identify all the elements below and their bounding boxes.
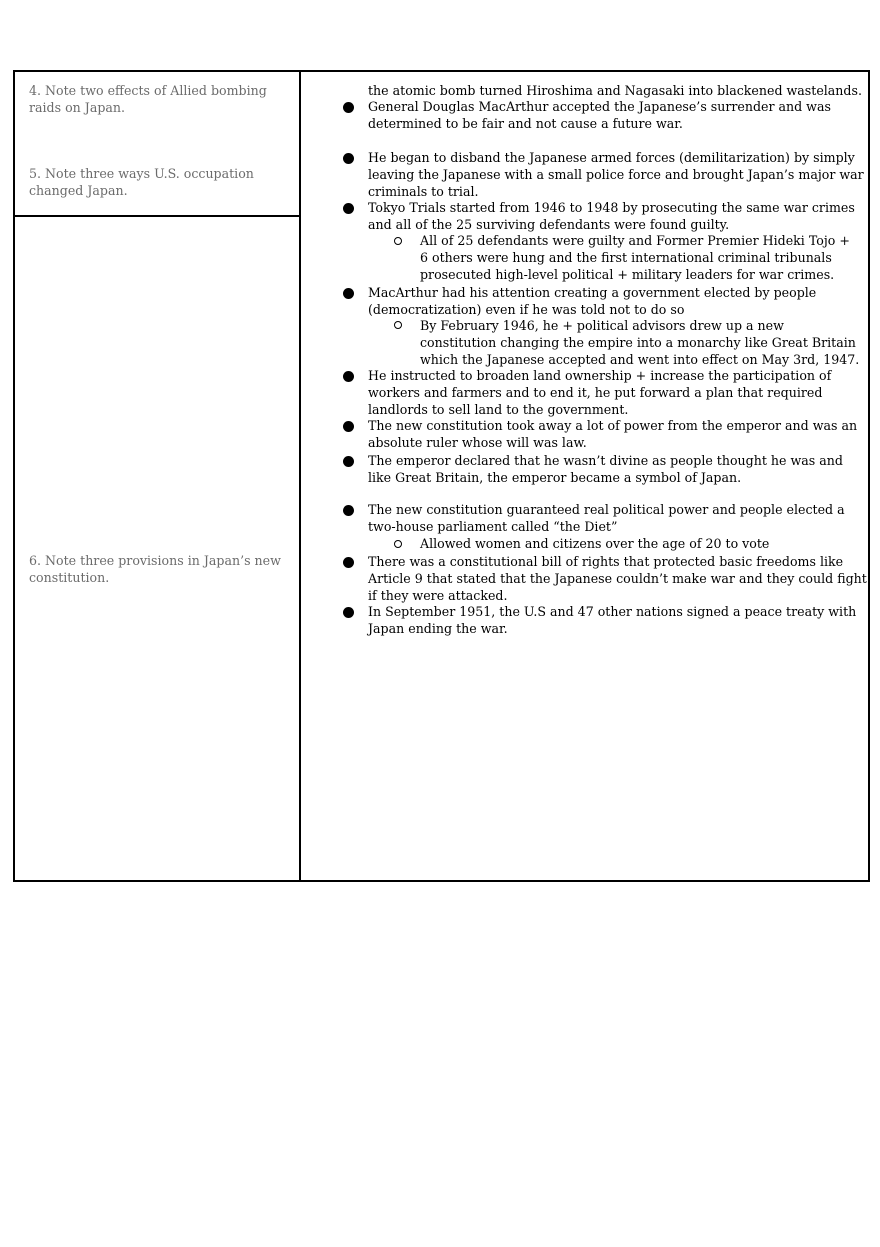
question-5: 5. Note three ways U.S. occupation changed Japan. <box>29 166 254 198</box>
sub-bullet-icon <box>394 237 402 245</box>
note-bullet-8: The new constitution guaranteed real political power and people elected a two-house parliament called “the Diet” <box>368 502 845 534</box>
note-bullet-5: He instructed to broaden land ownership + increase the participation of workers and farmers and to end it, he put forward a plan that required landlords to sell land to the government. <box>368 368 832 417</box>
note-bullet-2: He began to disband the Japanese armed forces (demilitarization) by simply leaving the Japanese with a small police force and brought Japan’s major war criminals to trial. <box>368 150 864 199</box>
bullet-icon <box>343 456 354 467</box>
note-bullet-1: General Douglas MacArthur accepted the Japanese’s surrender and was determined to be fair and not cause a future war. <box>368 99 831 131</box>
note-bullet-8-sub: Allowed women and citizens over the age of 20 to vote <box>420 536 770 551</box>
sub-bullet-icon <box>394 540 402 548</box>
note-bullet-4: MacArthur had his attention creating a government elected by people (democratization) even if he was told not to do so <box>368 285 817 317</box>
bullet-icon <box>343 505 354 516</box>
column-divider <box>299 70 301 882</box>
bullet-icon <box>343 557 354 568</box>
bullet-icon <box>343 371 354 382</box>
bullet-icon <box>343 102 354 113</box>
note-bullet-3-sub: All of 25 defendants were guilty and Former Premier Hideki Tojo + 6 others were hung and the first international criminal tribunals prosecuted high-level political + military leaders for war crimes. <box>420 233 850 282</box>
bullet-icon <box>343 153 354 164</box>
note-bullet-4-sub: By February 1946, he + political advisors drew up a new constitution changing the empire into a monarchy like Great Britain which the Japanese accepted and went into effect on May 3rd, 1947. <box>420 318 860 367</box>
note-bullet-7: The emperor declared that he wasn’t divine as people thought he was and like Great Britain, the emperor became a symbol of Japan. <box>368 453 843 485</box>
question-6: 6. Note three provisions in Japan’s new constitution. <box>29 553 281 585</box>
question-4: 4. Note two effects of Allied bombing raids on Japan. <box>29 83 267 115</box>
note-bullet-6: The new constitution took away a lot of power from the emperor and was an absolute ruler whose will was law. <box>368 418 858 450</box>
note-bullet-10: In September 1951, the U.S and 47 other nations signed a peace treaty with Japan ending the war. <box>368 604 857 636</box>
row-divider <box>13 215 301 217</box>
bullet-icon <box>343 203 354 214</box>
bullet-icon <box>343 607 354 618</box>
note-bullet-3: Tokyo Trials started from 1946 to 1948 by prosecuting the same war crimes and all of the 25 surviving defendants were found guilty. <box>368 200 855 232</box>
note-intro: the atomic bomb turned Hiroshima and Nagasaki into blackened wastelands. <box>368 83 862 98</box>
bullet-icon <box>343 421 354 432</box>
sub-bullet-icon <box>394 321 402 329</box>
note-bullet-9: There was a constitutional bill of rights that protected basic freedoms like Article 9 that stated that the Japanese couldn’t make war and they could fight if they were attacked. <box>368 554 867 603</box>
bullet-icon <box>343 288 354 299</box>
